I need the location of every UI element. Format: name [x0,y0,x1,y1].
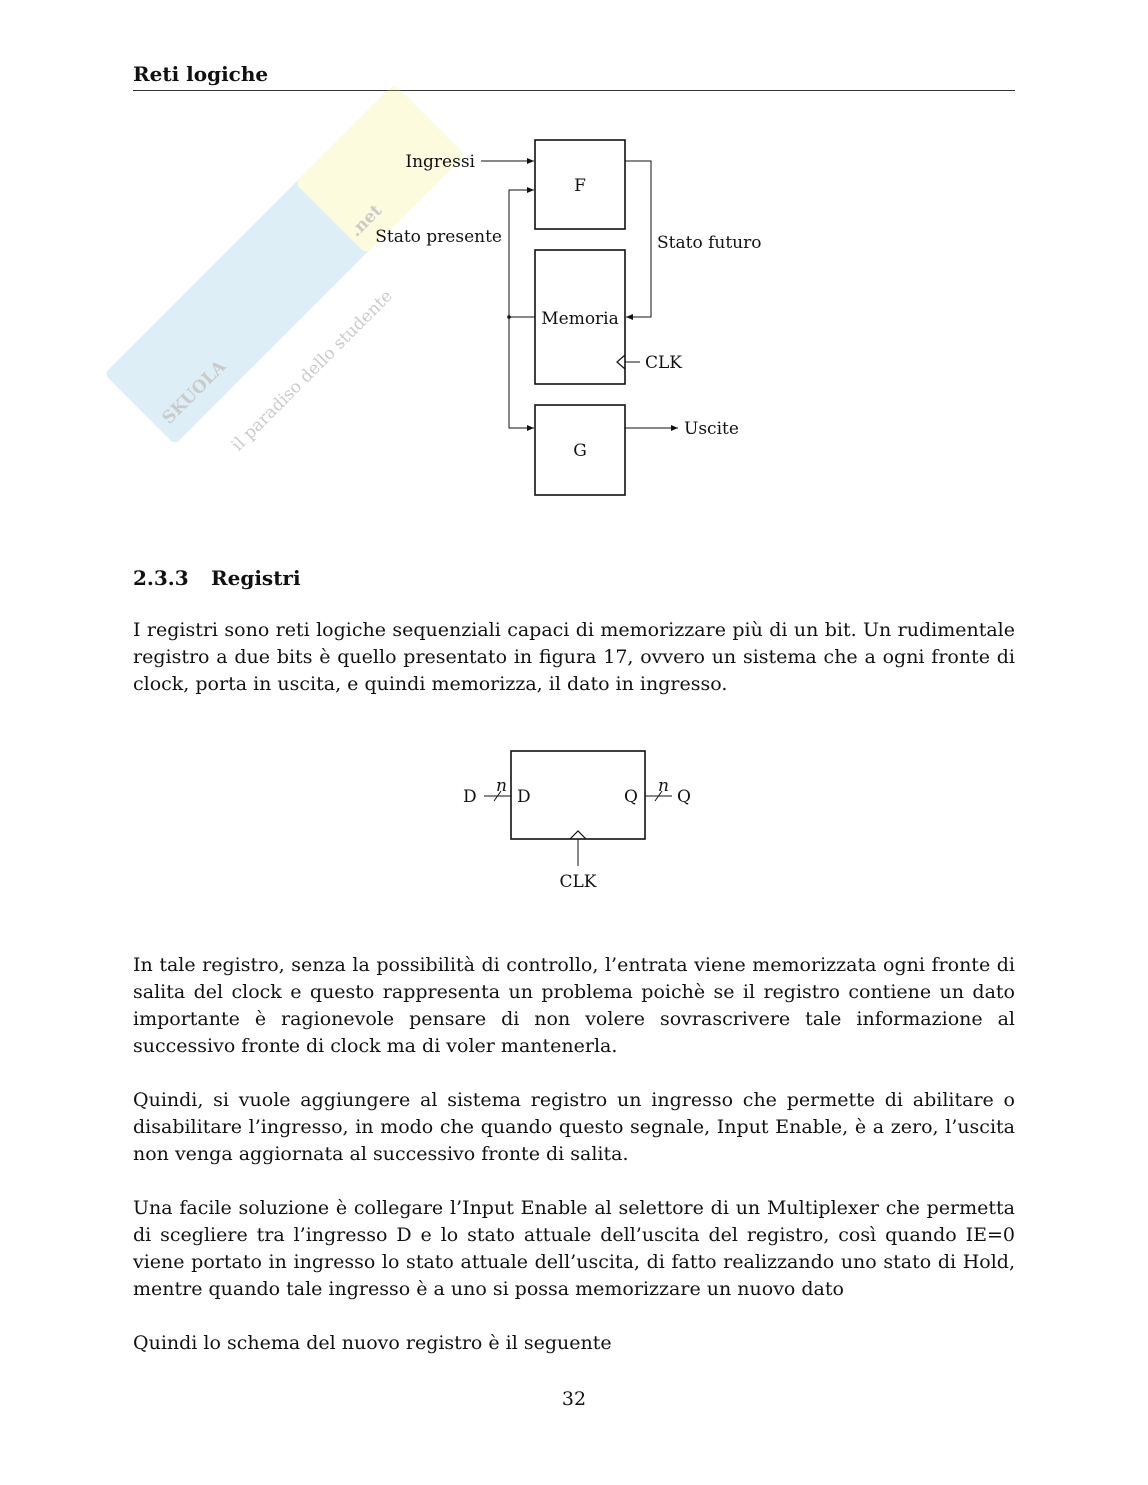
page-number: 32 [561,1388,587,1410]
outputs-label: Uscite [684,419,739,439]
paragraph-2: In tale registro, senza la possibilità di controllo, l’entrata viene memorizzata ogni fronte di salita del clock e questo rappresenta un problema poichè se il registro contiene un dato importante è ragionevole pensare di non volere sovrascrivere tale informazione al successivo fronte di clock ma di voler mantenerla. [133,954,1015,1057]
paragraph-5: Quindi lo schema del nuovo registro è il seguente [133,1332,612,1354]
future-state-label: Stato futuro [657,233,762,253]
register-clk-label: CLK [559,872,597,892]
svg-text:SKUOLA: SKUOLA [158,356,231,429]
inputs-label: Ingressi [405,152,475,172]
block-memory-label: Memoria [541,309,619,329]
section-number: 2.3.3 [133,566,189,590]
register-d-inner: D [517,787,531,807]
register-q-inner: Q [624,787,638,807]
paragraph-1: I registri sono reti logiche sequenziali capaci di memorizzare più di un bit. Un rudimentale registro a due bits è quello presentato in figura 17, ovvero un sistema che a ogni fronte di clock, porta in uscita, e quindi memorizza, il dato in ingresso. [133,619,1015,695]
paragraph-4: Una facile soluzione è collegare l’Input Enable al selettore di un Multiplexer che permetta di scegliere tra l’ingresso D e lo stato attuale dell’uscita del registro, così quando IE=0 viene portato in ingresso lo stato attuale dell’uscita, di fatto realizzando uno stato di Hold, mentre quando tale ingresso è a uno si possa memorizzare un nuovo dato [133,1197,1015,1300]
block-f-label: F [574,176,586,196]
present-state-to-g-wire [509,317,534,428]
running-header: Reti logiche [133,62,269,86]
present-state-wire [509,190,535,317]
clock-triangle [617,355,625,369]
svg-text:il paradiso dello studente: il paradiso dello studente [227,286,397,456]
register-diagram [463,751,691,892]
paragraph-3: Quindi, si vuole aggiungere al sistema registro un ingresso che permette di abilitare o disabilitare l’ingresso, in modo che quando questo segnale, Input Enable, è a zero, l’uscita non venga aggiornata al successivo fronte di salita. [133,1089,1015,1165]
register-q-outer: Q [677,787,691,807]
register-clock-triangle [570,831,586,839]
section-heading [133,566,301,590]
register-d-outer: D [463,787,477,807]
bus-width-out: n [658,776,669,796]
junction-dot [507,315,511,319]
bus-width-in: n [496,776,507,796]
section-title: Registri [211,566,301,590]
svg-text:.net: .net [345,200,387,242]
present-state-label: Stato presente [375,227,502,247]
future-state-wire [625,161,651,317]
memory-clk-label: CLK [645,353,682,373]
block-g-label: G [573,441,587,461]
